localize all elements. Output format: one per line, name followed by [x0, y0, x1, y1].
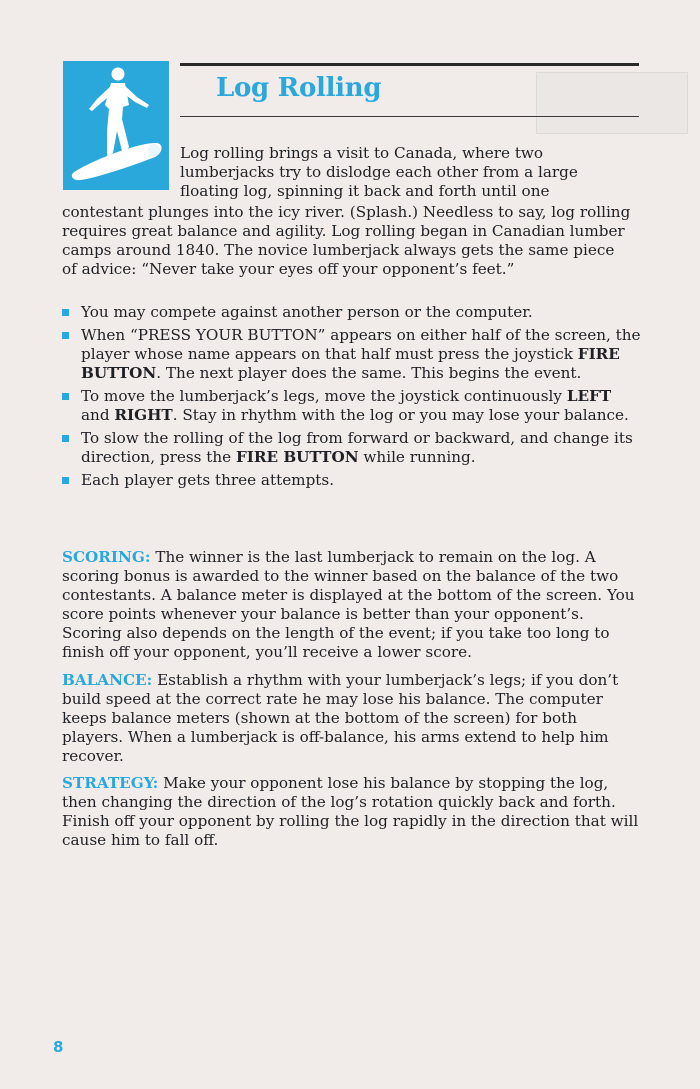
event-icon-box: [63, 61, 169, 190]
scoring-body: The winner is the last lumberjack to remain on the log. A scoring bonus is awarded to the winner based on the balance of the two contestants. A balance meter is displayed at the bottom of the screen. You score points whenever your balance is better than your opponent’s. Scoring also depends on the length of the event; if you take too long to finish off your opponent, you’ll receive a lower score.: [62, 548, 635, 661]
bullet-square-icon: [62, 332, 69, 339]
list-item: To move the lumberjack’s legs, move the joystick continuously LEFT and RIGHT. Stay in rhythm with the log or you may lose your balance.: [62, 387, 642, 425]
bullet-square-icon: [62, 393, 69, 400]
balance-section: [62, 671, 642, 766]
scoring-heading: SCORING:: [62, 548, 151, 566]
title-rule-top: [180, 63, 639, 66]
scoring-section: [62, 548, 642, 662]
page-title: Log Rolling: [216, 73, 382, 103]
balance-heading: BALANCE:: [62, 671, 153, 689]
title-rule-bottom: [180, 116, 639, 117]
list-item: Each player gets three attempts.: [62, 471, 642, 490]
intro-lead: Log rolling brings a visit to Canada, where two lumberjacks try to dislodge each other from a large floating log, spinning it back and forth until one: [180, 144, 578, 200]
list-item: You may compete against another person or the computer.: [62, 303, 642, 322]
bullet-square-icon: [62, 309, 69, 316]
bullet-square-icon: [62, 435, 69, 442]
bullet-square-icon: [62, 477, 69, 484]
balance-body: Establish a rhythm with your lumberjack’s legs; if you don’t build speed at the correct rate he may lose his balance. The computer keeps balance meters (shown at the bottom of the screen) for both players. When a lumberjack is off-balance, his arms extend to help him recover.: [62, 671, 619, 765]
lumberjack-on-log-icon: [63, 61, 169, 190]
list-item: To slow the rolling of the log from forward or backward, and change its direction, press the FIRE BUTTON while running.: [62, 429, 642, 467]
strategy-heading: STRATEGY:: [62, 774, 159, 792]
instruction-list: [62, 303, 642, 490]
intro-rest: contestant plunges into the icy river. (Splash.) Needless to say, log rolling requires great balance and agility. Log rolling began in Canadian lumber camps around 1840. The novice lumberjack always gets the same piece of advice: “Never take your eyes off your opponent’s feet.”: [62, 203, 631, 278]
bleed-through: [536, 72, 688, 134]
page-number: 8: [53, 1038, 64, 1056]
strategy-section: [62, 774, 642, 850]
strategy-body: Make your opponent lose his balance by stopping the log, then changing the direction of the log’s rotation quickly back and forth. Finish off your opponent by rolling the log rapidly in the direction that will cause him to fall off.: [62, 774, 639, 849]
list-item: When “PRESS YOUR BUTTON” appears on either half of the screen, the player whose name appears on that half must press the joystick FIRE BUTTON. The next player does the same. This begins the event.: [62, 326, 642, 383]
